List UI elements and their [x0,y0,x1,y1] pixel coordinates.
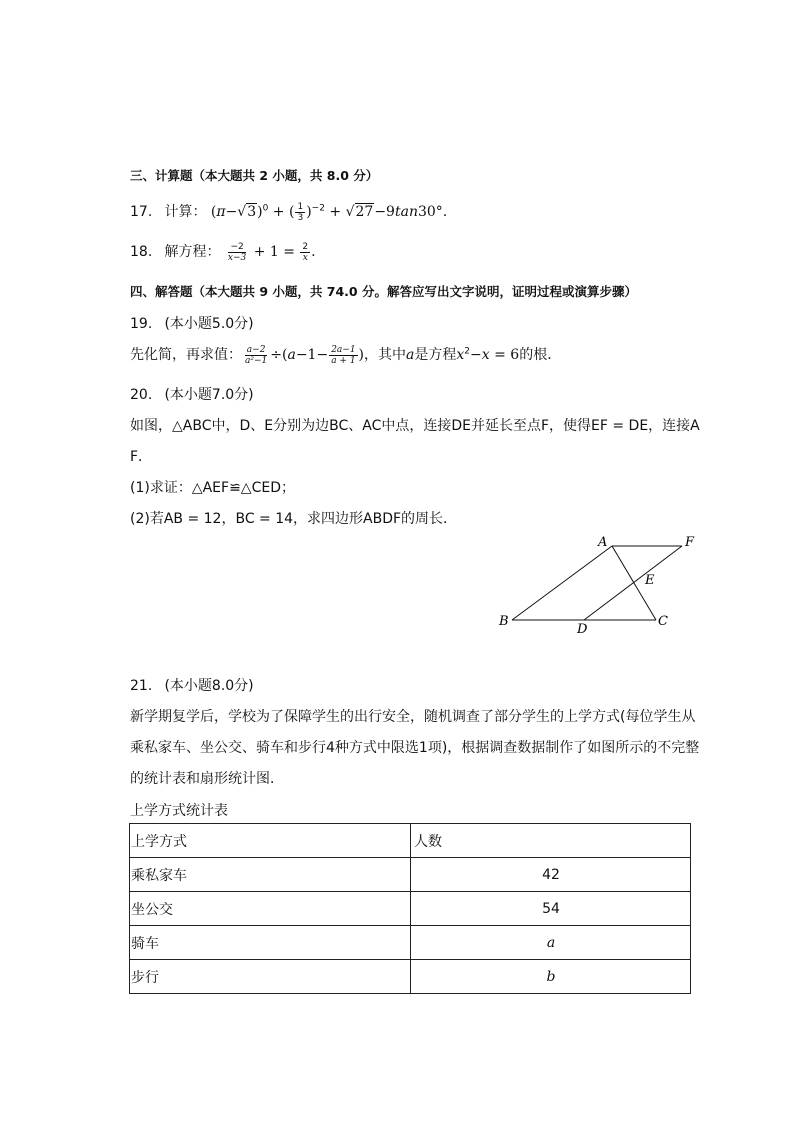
table-cell-count: 54 [411,892,691,926]
question-19-number: 19. [130,316,153,332]
table-header-cell: 人数 [411,824,691,858]
table-cell-count: b [411,960,691,994]
question-18 [130,241,316,263]
question-20-number: 20. [130,387,153,403]
question-19-header [130,313,254,333]
question-20-header [130,384,254,404]
segment-ba [512,546,612,620]
question-20-line-1: 如图，△ABC中，D、E分别为边BC、AC中点，连接DE并延长至点F，使得EF = DE，连接A [130,418,700,434]
table-row [130,858,691,892]
question-17 [130,201,447,223]
question-20-line-2: F． [130,449,153,465]
table-header-row [130,824,691,858]
label-c: C [658,614,668,629]
question-17-number: 17. [130,204,153,220]
commute-stats-table [129,823,691,994]
question-18-label: 解方程： [164,244,221,260]
question-19-text-b: ，其中 [364,347,407,363]
section-3-heading: 三、计算题（本大题共 2 小题，共 8.0 分） [130,168,379,183]
question-20-part-2: (2)若AB = 12，BC = 14，求四边形ABDF的周长． [130,511,458,527]
table-row [130,960,691,994]
table-header-cell: 上学方式 [130,824,411,858]
question-21-header [130,675,254,695]
table-row [130,892,691,926]
question-20-part-1: (1)求证：△AEF≌△CED； [130,480,295,496]
table-title: 上学方式统计表 [130,803,228,819]
table-cell-mode: 骑车 [130,926,411,960]
segment-df [584,546,682,620]
table-cell-count: a [411,926,691,960]
table-cell-mode: 乘私家车 [130,858,411,892]
question-21-line-3: 的统计表和扇形统计图． [130,771,284,787]
label-b: B [499,614,509,629]
table-cell-count: 42 [411,858,691,892]
question-21-number: 21. [130,678,153,694]
question-21-score: (本小题8.0分) [164,678,254,694]
question-17-expression: $(\pi-√3)^0$ + ( $\frac{1}{3}$ )$^{-2}$ + √27−9tan30°. [210,201,448,223]
label-d: D [577,622,588,637]
question-20-score: (本小题7.0分) [164,387,254,403]
question-19-text-c: 是方程 [414,347,457,363]
question-19-expression: $\frac{a-2}{\text{a²−1}}$ ÷(a−1− $\frac{2a-1}{a + 1}$ ) [245,344,365,366]
question-18-equation: $\frac{-2}{x-3}$ + 1 = $\frac{2}{x}$ . [227,241,316,263]
table-cell-mode: 步行 [130,960,411,994]
question-21-line-1: 新学期复学后，学校为了保障学生的出行安全，随机调查了部分学生的上学方式(每位学生从 [130,709,696,725]
question-19-text-d: 的根． [519,347,562,363]
question-19-score: (本小题5.0分) [164,316,254,332]
question-19-equation: $x^2-x = 6$ [456,346,520,363]
label-e: E [645,573,655,588]
question-21-line-2: 乘私家车、坐公交、骑车和步行4种方式中限选1项)，根据调查数据制作了如图所示的不完整 [130,740,700,756]
question-19-text-a: 先化简，再求值： [130,347,242,363]
section-4-heading: 四、解答题（本大题共 9 小题，共 74.0 分。解答应写出文字说明，证明过程或演算步骤） [130,284,637,299]
question-18-number: 18. [130,244,153,260]
triangle-figure [490,530,700,640]
label-f: F [685,535,695,550]
label-a: A [598,535,608,550]
question-19-body: 先化简，再求值： $\frac{a-2}{\text{a²−1}}$ ÷(a−1− $\frac{2a-1}{a + 1}$ )，其中a是方程$x^2-x = 6$的根． [130,344,562,366]
question-17-label: 计算： [164,204,207,220]
table-cell-mode: 坐公交 [130,892,411,926]
table-row [130,926,691,960]
